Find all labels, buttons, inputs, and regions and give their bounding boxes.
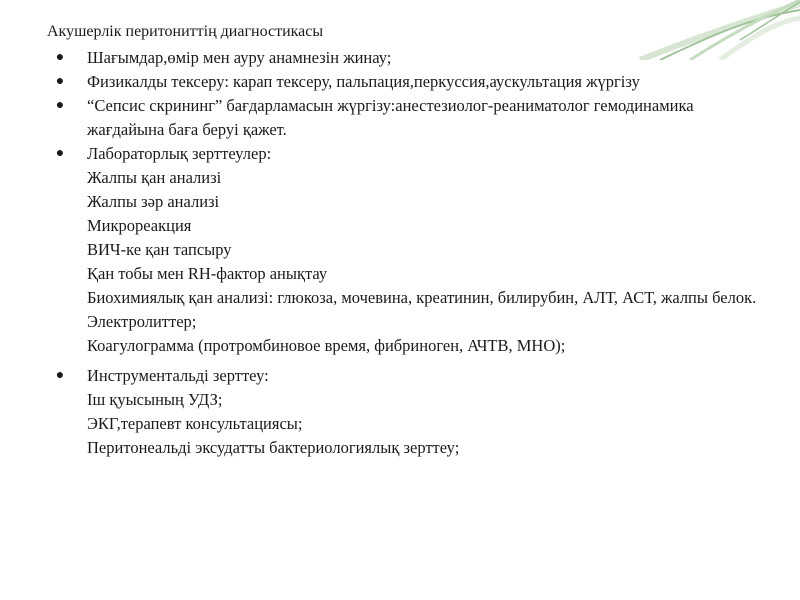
sub-item: Микрореакция [87, 216, 192, 235]
page-title: Акушерлік перитониттің диагностикасы [47, 23, 324, 40]
list-item [47, 94, 757, 142]
list-item [47, 70, 757, 94]
bullet-icon: ● [55, 368, 65, 383]
bullet-icon: ● [55, 74, 65, 89]
list-item-text: Инструментальді зерттеу: [87, 366, 269, 385]
list-item-text: “Сепсис скрининг” бағдарламасын жүргізу:анестезиолог-реаниматолог гемодинамика жағдайына баға беруі қажет. [87, 96, 694, 139]
sub-item: ЭКГ,терапевт консультациясы; [87, 414, 303, 433]
sub-item: Биохимиялық қан анализі: глюкоза, мочевина, креатинин, билирубин, АЛТ, АСТ, жалпы белок. [87, 288, 757, 307]
list-item-text: Шағымдар,өмір мен ауру анамнезін жинау; [87, 48, 392, 67]
list-item-text: Лабораторлық зерттеулер: [87, 144, 272, 163]
slide-content [47, 18, 757, 460]
bullet-icon: ● [55, 146, 65, 161]
sub-item: ВИЧ-ке қан тапсыру [87, 240, 232, 259]
list-item [47, 142, 757, 166]
list-item [47, 364, 757, 388]
sub-item: Жалпы қан анализі [87, 168, 222, 187]
sub-item: Перитонеальді эксудатты бактериологиялық зерттеу; [87, 438, 460, 457]
sub-item: Электролиттер; [87, 312, 197, 331]
bullet-icon: ● [55, 50, 65, 65]
sub-item: Жалпы зәр анализі [87, 192, 220, 211]
sub-item: Қан тобы мен RH-фактор анықтау [87, 264, 328, 283]
list-item [47, 46, 757, 70]
bullet-icon: ● [55, 98, 65, 113]
sub-item: Іш қуысының УДЗ; [87, 390, 223, 409]
sub-item: Коагулограмма (протромбиновое время, фибриноген, АЧТВ, МНО); [87, 336, 566, 355]
list-item-text: Физикалды тексеру: карап тексеру, пальпация,перкуссия,аускультация жүргізу [87, 72, 640, 91]
